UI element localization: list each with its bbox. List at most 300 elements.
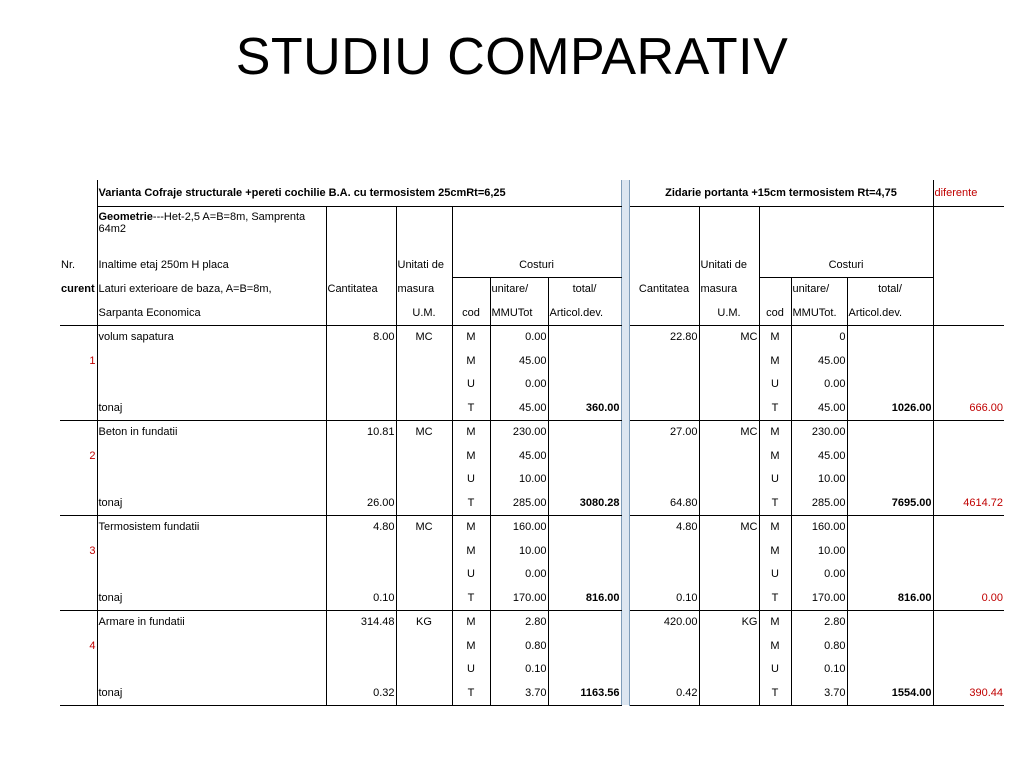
table-row [60,634,1004,658]
separator-column [621,586,629,610]
total-b-blank [847,373,933,397]
cod-b: M [759,634,791,658]
item-number [60,373,97,397]
unit-cost-b: 0.00 [791,563,847,587]
unit-cost-b: 45.00 [791,349,847,373]
um-b: MC [699,420,759,444]
um-b-blank [699,681,759,705]
cod-a: M [452,325,490,349]
cod-b: M [759,444,791,468]
item-desc-blank [97,658,326,682]
unit-cost-a: 0.00 [490,373,548,397]
qty-b-blank [629,301,699,325]
tonaj-qty-b: 0.10 [629,586,699,610]
cost-a-blank [452,206,621,253]
cod-a: T [452,396,490,420]
um-a-blank [396,539,452,563]
qty-a-blank [326,373,396,397]
cod-b: U [759,563,791,587]
um-a-blank [396,444,452,468]
unit-cost-a: 0.80 [490,634,548,658]
difference-blank [933,349,1004,373]
table-row [60,610,1004,634]
total-a: 816.00 [548,586,621,610]
table-row [60,681,1004,705]
cod-b: U [759,468,791,492]
total-a: 3080.28 [548,491,621,515]
item-name: Beton in fundatii [98,426,178,439]
tonaj-qty-b [629,396,699,420]
qty-b-blank [629,563,699,587]
difference-value: 666.00 [933,396,1004,420]
diff-blank [933,277,1004,301]
table-row [60,396,1004,420]
um-b-blank [699,491,759,515]
item-number [60,325,97,349]
qty-a-blank [326,634,396,658]
cod-b-blank [759,277,791,301]
qty-b: 22.80 [669,331,698,344]
unit-cost-b: 230.00 [791,420,847,444]
item-number [60,468,97,492]
cantitatea-a-label: Cantitatea [326,277,396,301]
unitare-b-label: unitare/ [791,277,847,301]
unit-cost-a: 0.10 [490,658,548,682]
cod-b: U [759,658,791,682]
masura-a-label: masura [396,277,452,301]
unit-cost-b: 0 [791,325,847,349]
item-number [60,396,97,420]
tonaj-qty-a [326,396,396,420]
um-a-blank [396,491,452,515]
um-b-blank [699,396,759,420]
total-a-blank [548,444,621,468]
unit-cost-a: 285.00 [490,491,548,515]
unit-cost-b: 10.00 [791,468,847,492]
cod-b: M [759,610,791,634]
um-a: MC [396,515,452,539]
mmutot-b-label: MMUTot. [791,301,847,325]
tonaj-label: tonaj [97,396,326,420]
difference-blank [933,420,1004,444]
total-b: 816.00 [847,586,933,610]
difference-blank [933,634,1004,658]
total-a-blank [548,373,621,397]
qty-b: 420.00 [663,616,698,629]
cod-a: M [452,349,490,373]
nr-header-top [60,180,97,206]
total-b: 1026.00 [847,396,933,420]
item-number [60,420,97,444]
difference-blank [933,610,1004,634]
cod-b: M [759,420,791,444]
masura-b-label: masura [699,277,759,301]
um-b: KG [699,610,759,634]
cantitatea-b-label: Cantitatea [638,283,690,295]
qty-b-blank [629,468,699,492]
cod-b: U [759,373,791,397]
item-number [60,515,97,539]
cod-a: T [452,491,490,515]
um-a: MC [396,325,452,349]
um-a-blank [396,349,452,373]
cod-a: M [452,444,490,468]
unit-cost-b: 285.00 [791,491,847,515]
um-b-blank [699,444,759,468]
unit-cost-b: 0.10 [791,658,847,682]
item-desc-blank [97,468,326,492]
total-a-label: total/ [548,277,621,301]
cod-b: T [759,491,791,515]
cod-a: M [452,515,490,539]
qty-a-blank [326,349,396,373]
item-desc-blank [97,539,326,563]
um-b-blank [699,563,759,587]
qty-a-blank [326,206,396,253]
um-b-blank [699,206,759,253]
separator-column [621,420,629,444]
difference-blank [933,563,1004,587]
tonaj-qty-a: 0.10 [326,586,396,610]
item-number [60,563,97,587]
table-row [60,420,1004,444]
table-row [60,515,1004,539]
unit-cost-a: 45.00 [490,444,548,468]
nr-label: Nr. [60,253,97,277]
qty-b-blank [629,349,699,373]
articol-a-label: Articol.dev. [548,301,621,325]
um-a-blank [396,373,452,397]
unit-cost-a: 0.00 [490,325,548,349]
variant-b-title: Zidarie portanta +15cm termosistem Rt=4,75 [629,180,933,206]
item-desc-blank [97,563,326,587]
header-row-units [60,301,1004,325]
um-b-blank [699,373,759,397]
item-name: Termosistem fundatii [98,521,200,534]
cod-a: M [452,420,490,444]
table-row [60,373,1004,397]
total-a-blank [548,468,621,492]
qty-b: 27.00 [669,426,698,439]
item-number [60,491,97,515]
total-b-label: total/ [847,277,933,301]
item-desc-blank [97,634,326,658]
difference-blank [933,658,1004,682]
item-number [60,658,97,682]
total-a-blank [548,563,621,587]
item-number: 4 [60,634,97,658]
total-b-blank [847,349,933,373]
curent-label: curent [60,277,97,301]
geometrie-details: ---Het-2,5 A=B=8m, Samprenta 64m2 [98,210,306,235]
qty-a-blank [326,253,396,277]
item-number: 1 [60,349,97,373]
total-b-blank [847,539,933,563]
unit-cost-b: 160.00 [791,515,847,539]
unit-cost-a: 3.70 [490,681,548,705]
um-a: MC [396,420,452,444]
total-b-blank [847,563,933,587]
qty-a: 10.81 [326,420,396,444]
um-a-blank [396,586,452,610]
separator-column [621,396,629,420]
difference-value: 4614.72 [933,491,1004,515]
nr-header-blank [60,206,97,253]
item-number: 2 [60,444,97,468]
cod-a: M [452,634,490,658]
articol-b-label: Articol.dev. [847,301,933,325]
total-a-blank [548,634,621,658]
cod-b: T [759,586,791,610]
header-row-nr [60,253,1004,277]
cod-a: U [452,468,490,492]
total-b-blank [847,468,933,492]
header-row-curent [60,277,1004,301]
total-b-blank [847,420,933,444]
separator-column [621,301,629,325]
cod-a-label: cod [452,301,490,325]
difference-blank [933,444,1004,468]
qty-a-blank [326,658,396,682]
qty-a: 8.00 [326,325,396,349]
qty-a-blank [326,563,396,587]
separator-column [621,563,629,587]
table-row [60,325,1004,349]
total-a-blank [548,420,621,444]
cod-b: M [759,515,791,539]
separator-column [621,277,629,301]
separator-column [621,658,629,682]
table-row [60,563,1004,587]
separator-column [621,349,629,373]
unitare-a-label: unitare/ [490,277,548,301]
cod-a-blank [452,277,490,301]
unitati-a-label: Unitati de [396,253,452,277]
total-a-blank [548,610,621,634]
um-a-blank [396,681,452,705]
separator-column [621,373,629,397]
unit-cost-a: 45.00 [490,396,548,420]
header-row-geometry [60,206,1004,253]
cod-a: M [452,539,490,563]
difference-blank [933,539,1004,563]
total-a-blank [548,539,621,563]
total-b: 7695.00 [847,491,933,515]
nr-header-bottom [60,301,97,325]
table-row [60,349,1004,373]
separator-column [621,253,629,277]
tonaj-label: tonaj [97,491,326,515]
tonaj-qty-b: 64.80 [629,491,699,515]
total-a: 1163.56 [548,681,621,705]
costuri-b-label: Costuri [759,253,933,277]
item-desc-blank [97,444,326,468]
geometrie-text [97,206,326,253]
unitati-b-label: Unitati de [699,253,759,277]
separator-column [621,634,629,658]
qty-b-blank [629,373,699,397]
total-a-blank [548,658,621,682]
item-desc-blank [97,373,326,397]
cod-b: M [759,349,791,373]
um-a-blank [396,468,452,492]
unit-cost-b: 170.00 [791,586,847,610]
um-b-blank [699,658,759,682]
variant-a-title: Varianta Cofraje structurale +pereti cochilie B.A. cu termosistem 25cmRt=6,25 [97,180,621,206]
item-number [60,586,97,610]
total-b-blank [847,444,933,468]
table-row [60,539,1004,563]
costuri-a-label: Costuri [452,253,621,277]
sarpanta-text: Sarpanta Economica [97,301,326,325]
um-a-blank [396,396,452,420]
total-a-blank [548,325,621,349]
qty-b-blank [629,539,699,563]
unit-cost-b: 10.00 [791,539,847,563]
table-row [60,586,1004,610]
separator-column [621,515,629,539]
separator-column [621,610,629,634]
unit-cost-b: 3.70 [791,681,847,705]
um-b-label: U.M. [699,301,759,325]
um-b-blank [699,539,759,563]
page-title: STUDIU COMPARATIV [235,28,789,86]
cod-b: M [759,539,791,563]
total-b-blank [847,610,933,634]
um-a-blank [396,206,452,253]
total-b-blank [847,515,933,539]
qty-b-blank [629,658,699,682]
diff-blank [933,206,1004,253]
item-name: volum sapatura [98,331,174,344]
tonaj-label: tonaj [97,681,326,705]
separator-column [621,180,629,206]
cod-a: U [452,373,490,397]
separator-column [621,468,629,492]
cod-a: T [452,586,490,610]
um-a-label: U.M. [396,301,452,325]
qty-a-blank [326,444,396,468]
unit-cost-a: 2.80 [490,610,548,634]
qty-a: 314.48 [326,610,396,634]
unit-cost-a: 170.00 [490,586,548,610]
total-a: 360.00 [548,396,621,420]
um-a: KG [396,610,452,634]
cod-a: U [452,563,490,587]
table-row [60,468,1004,492]
cod-a: T [452,681,490,705]
header-row-variants [60,180,1004,206]
unit-cost-a: 10.00 [490,468,548,492]
diff-blank [933,253,1004,277]
total-b: 1554.00 [847,681,933,705]
cod-a: U [452,658,490,682]
unit-cost-b: 0.80 [791,634,847,658]
total-b-blank [847,658,933,682]
difference-blank [933,515,1004,539]
cod-b: T [759,681,791,705]
um-a-blank [396,634,452,658]
geometrie-label: Geometrie [98,210,153,223]
difference-blank [933,325,1004,349]
item-name: Armare in fundatii [98,616,185,629]
total-b-blank [847,634,933,658]
tonaj-qty-a: 0.32 [326,681,396,705]
difference-value: 0.00 [933,586,1004,610]
qty-a-blank [326,301,396,325]
total-a-blank [548,515,621,539]
um-b-blank [699,349,759,373]
unit-cost-a: 160.00 [490,515,548,539]
um-b-blank [699,586,759,610]
tonaj-label: tonaj [97,586,326,610]
um-b-blank [699,468,759,492]
qty-a-blank [326,539,396,563]
unit-cost-a: 45.00 [490,349,548,373]
unit-cost-b: 45.00 [791,396,847,420]
cod-b-label: cod [759,301,791,325]
item-number [60,610,97,634]
qty-a: 4.80 [326,515,396,539]
qty-b-blank [629,444,699,468]
cod-a: M [452,610,490,634]
diferente-header: diferente [933,180,1004,206]
cod-b: M [759,325,791,349]
table-row [60,658,1004,682]
item-number: 3 [60,539,97,563]
tonaj-qty-a: 26.00 [326,491,396,515]
comparison-table [60,180,1004,706]
mmutot-a-label: MMUTot [490,301,548,325]
unit-cost-a: 10.00 [490,539,548,563]
separator-column [621,325,629,349]
laturi-text: Laturi exterioare de baza, A=B=8m, [98,283,272,295]
difference-blank [933,373,1004,397]
unit-cost-a: 0.00 [490,563,548,587]
table-row [60,444,1004,468]
unit-cost-a: 230.00 [490,420,548,444]
separator-column [621,206,629,253]
cost-b-blank [759,206,933,253]
um-a-blank [396,658,452,682]
unit-cost-b: 2.80 [791,610,847,634]
qty-b-blank [629,634,699,658]
unit-cost-b: 45.00 [791,444,847,468]
um-a-blank [396,563,452,587]
qty-b-blank [629,206,699,253]
separator-column [621,681,629,705]
separator-column [621,444,629,468]
total-a-blank [548,349,621,373]
cod-b: T [759,396,791,420]
item-desc-blank [97,349,326,373]
um-b: MC [699,515,759,539]
um-b: MC [699,325,759,349]
tonaj-qty-b: 0.42 [629,681,699,705]
inaltime-text: Inaltime etaj 250m H placa [98,259,229,271]
qty-b: 4.80 [676,521,698,534]
separator-column [621,539,629,563]
qty-b-blank [629,253,699,277]
separator-column [621,491,629,515]
table-row [60,491,1004,515]
difference-blank [933,468,1004,492]
um-b-blank [699,634,759,658]
unit-cost-b: 0.00 [791,373,847,397]
qty-a-blank [326,468,396,492]
difference-value: 390.44 [933,681,1004,705]
item-number [60,681,97,705]
